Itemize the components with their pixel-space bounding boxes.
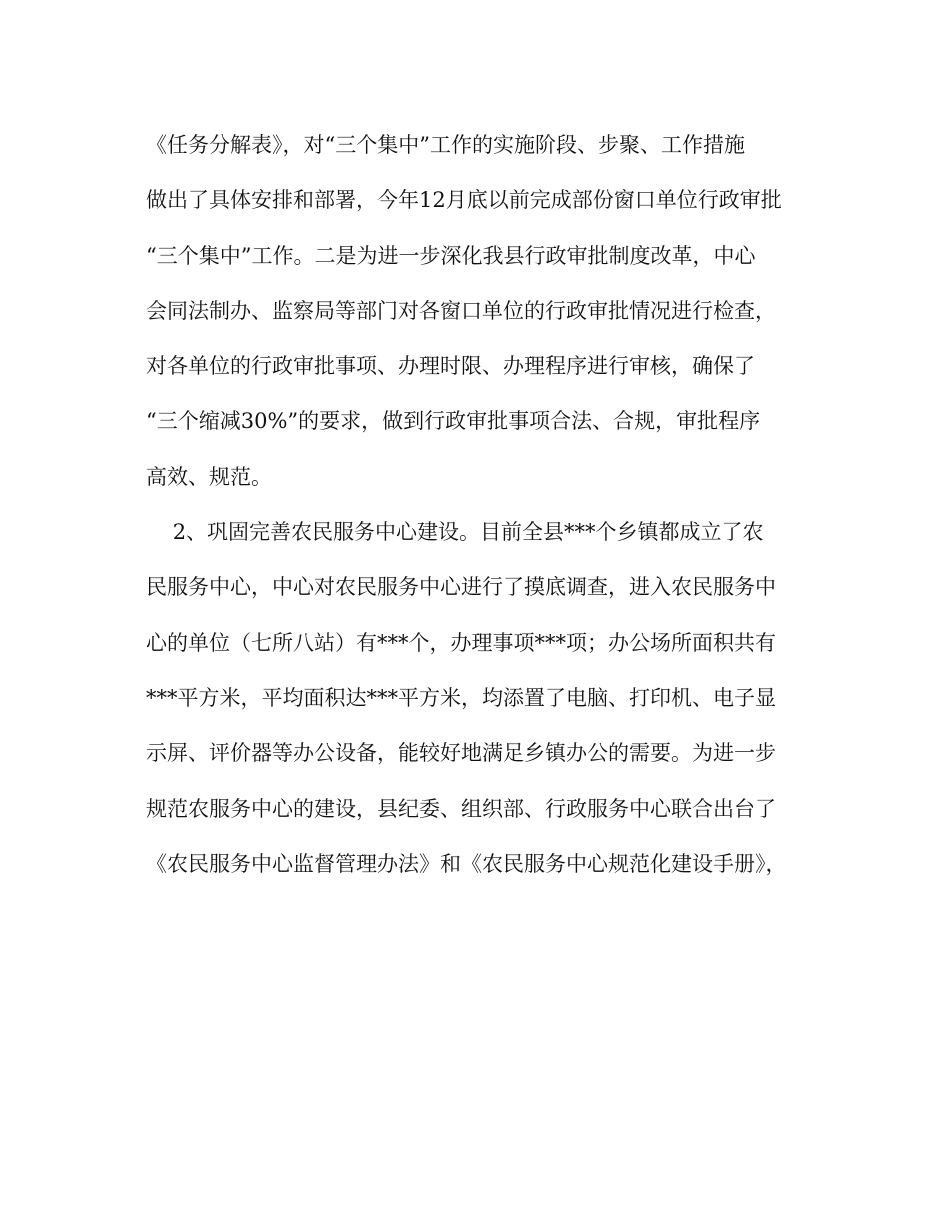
text-line: 《农民服务中心监督管理办法》和《农民服务中心规范化建设手册》， (146, 851, 787, 876)
text-line: ***平方米，平均面积达***平方米，均添置了电脑、打印机、电子显 (146, 685, 776, 710)
text-line: 对各单位的行政审批事项、办理时限、办理程序进行审核，确保了 (146, 354, 755, 379)
text-line: 民服务中心，中心对农民服务中心进行了摸底调查，进入农民服务中 (146, 575, 776, 600)
text-line: 示屏、评价器等办公设备，能较好地满足乡镇办公的需要。为进一步 (146, 741, 776, 766)
text-line: “三个缩减30%”的要求，做到行政审批事项合法、合规，审批程序 (146, 409, 761, 434)
paragraph-start-line: 2、巩固完善农民服务中心建设。目前全县***个乡镇都成立了农 (146, 520, 764, 545)
text-line: “三个集中”工作。二是为进一步深化我县行政审批制度改革，中心 (146, 243, 756, 268)
text-line: 《任务分解表》，对“三个集中”工作的实施阶段、步聚、工作措施 (146, 133, 745, 157)
text-line: 规范农服务中心的建设，县纪委、组织部、行政服务中心联合出台了 (146, 796, 776, 821)
text-line: 会同法制办、监察局等部门对各窗口单位的行政审批情况进行检查， (146, 298, 776, 323)
body-text (146, 118, 811, 892)
text-line: 心的单位（七所八站）有***个，办理事项***项；办公场所面积共有 (146, 630, 776, 655)
text-line: 高效、规范。 (146, 464, 272, 489)
text-line: 做出了具体安排和部署，今年12月底以前完成部份窗口单位行政审批 (146, 188, 782, 213)
